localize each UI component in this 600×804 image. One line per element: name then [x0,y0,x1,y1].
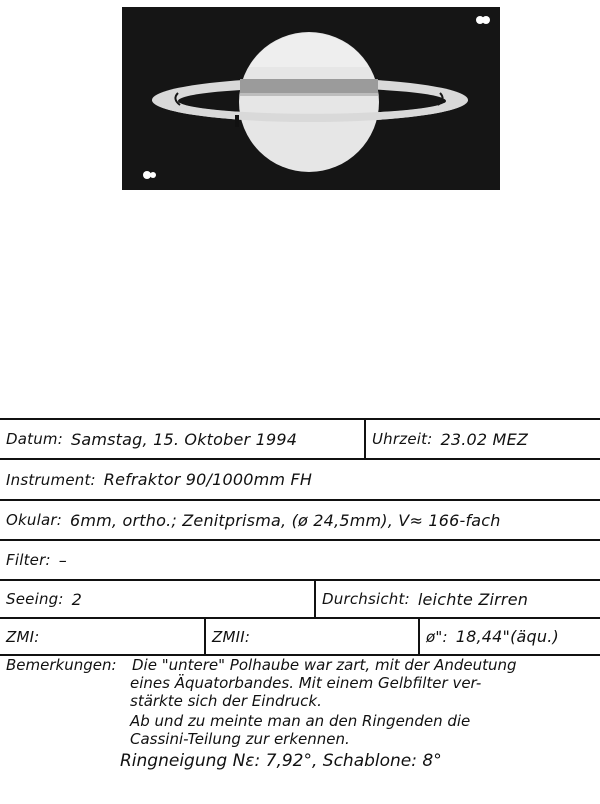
seeing-value: 2 [71,589,83,609]
row-instrument [0,460,600,501]
zm2-cell [204,619,418,654]
transparency-cell [314,581,600,617]
zm1-label: ZMI: [6,627,40,646]
date-value: Samstag, 15. Oktober 1994 [71,429,298,449]
time-value: 23.02 MEZ [440,429,529,449]
direction-marker-bottom [143,171,156,179]
row-filter [0,541,600,581]
eyepiece-value: 6mm, ortho.; Zenitprisma, (ø 24,5mm), V≈ 166-fach [69,510,501,530]
saturn-sketch [122,7,500,190]
row-seeing [0,581,600,619]
remarks-line-2: eines Äquatorbandes. Mit einem Gelbfilter ver- [130,674,482,692]
instrument-label: Instrument: [6,470,96,489]
seeing-cell [0,581,314,617]
diameter-value: 18,44"(äqu.) [455,627,559,646]
diameter-cell [418,619,600,654]
filter-value: – [58,550,67,570]
time-cell [364,420,600,458]
globe-shadow-on-ring [235,115,239,127]
eyepiece-cell [0,501,600,539]
row-date [0,420,600,460]
time-label: Uhrzeit: [372,430,433,448]
seeing-label: Seeing: [6,590,64,608]
band-edge [240,93,378,96]
date-cell [0,420,364,458]
observation-log [0,418,600,804]
transparency-value: leichte Zirren [417,589,529,609]
ring-inclination-line: Ringneigung Nε: 7,92°, Schablone: 8° [120,751,442,771]
diameter-label: ø": [426,627,448,646]
zm1-cell [0,619,204,654]
remarks-line-3: stärkte sich der Eindruck. [130,692,322,710]
row-eyepiece [0,501,600,541]
instrument-value: Refraktor 90/1000mm FH [103,470,313,489]
equatorial-band [240,79,378,93]
filter-label: Filter: [6,551,51,569]
zm2-label: ZMII: [212,627,251,646]
filter-cell [0,541,600,579]
remarks-line-1: Die "untere" Polhaube war zart, mit der Andeutung [132,656,517,674]
transparency-label: Durchsicht: [322,590,410,608]
instrument-cell [0,460,600,499]
date-label: Datum: [6,430,63,448]
remarks-label: Bemerkungen: [6,656,117,674]
eyepiece-label: Okular: [6,511,62,529]
remarks-line-5: Cassini-Teilung zur erkennen. [130,730,350,748]
remarks-section [0,652,600,804]
row-central-meridian [0,619,600,656]
remarks-line-4: Ab und zu meinte man an den Ringenden die [130,712,471,730]
